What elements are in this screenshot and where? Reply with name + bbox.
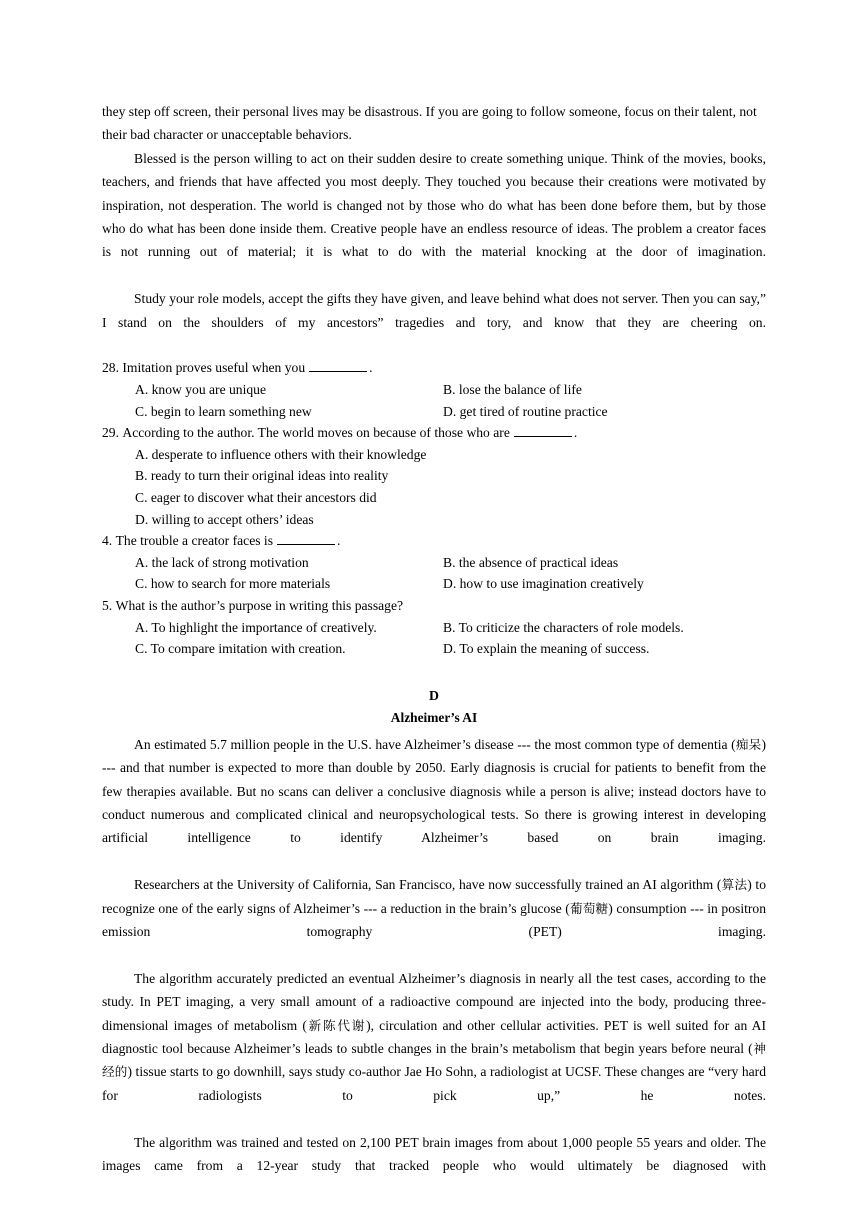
paragraph-d4: The algorithm was trained and tested on 2,100 PET brain images from about 1,000 people 55 years and older. The images came from a 12-year study that tracked people who would ultimately be diagnosed with bbox=[102, 1134, 766, 1174]
question-4-options-row-1 bbox=[102, 552, 766, 574]
question-4-blank[interactable] bbox=[277, 533, 335, 545]
question-5-options-row-1 bbox=[102, 617, 766, 639]
question-4 bbox=[102, 530, 766, 595]
question-5-stem bbox=[102, 595, 766, 617]
question-5-options-row-2 bbox=[102, 638, 766, 660]
passage-d-title: Alzheimer’s AI bbox=[390, 709, 478, 725]
option-d[interactable]: D. willing to accept others’ ideas bbox=[135, 511, 314, 527]
section-spacer bbox=[102, 660, 766, 685]
paragraph-d3-part2: ), circulation and other cellular activities. PET is well suited for an AI diagnostic tool because Alzheimer’s leads to subtle changes in the brain’s metabolism that begin years before neural ( bbox=[102, 1017, 767, 1057]
question-4-stem-end: . bbox=[337, 533, 341, 549]
paragraph-c2: Blessed is the person willing to act on their sudden desire to create something unique. Think of the movies, books, teachers, and friends that have affected you most deeply. They touched you because their creations were motivated by inspiration, not desperation. The world is changed not by those who do what has been done before them, but by those who do what has been done inside them. Creative people have an endless resource of ideas. The problem a creator faces is not running out of material; it is what to do with the material knocking at the door of imagination. bbox=[102, 150, 766, 260]
question-4-stem bbox=[102, 530, 766, 552]
paragraph-c3: Study your role models, accept the gifts they have given, and leave behind what does not server. Then you can say,” I stand on the shoulders of my ancestors” tragedies and tory, and know that they are cheering on. bbox=[102, 291, 766, 330]
question-28-text: Imitation proves useful when you bbox=[122, 360, 306, 376]
option-b[interactable]: B. To criticize the characters of role models. bbox=[443, 619, 684, 635]
paragraph-d1-part1: An estimated 5.7 million people in the U.S. have Alzheimer’s disease --- the most common type of dementia ( bbox=[134, 736, 736, 752]
paragraph-d3 bbox=[102, 967, 766, 1131]
gloss-dementia: 痴呆 bbox=[735, 736, 762, 752]
question-28 bbox=[102, 357, 766, 422]
paragraph-d1 bbox=[102, 733, 766, 873]
question-28-blank[interactable] bbox=[309, 360, 367, 372]
paragraph-d3-part1: The algorithm accurately predicted an eventual Alzheimer’s diagnosis in nearly all the test cases, according to the study. In PET imaging, a very small amount of a radioactive compound are injected into the body, producing three-dimensional images of metabolism ( bbox=[102, 970, 766, 1033]
question-28-stem-end: . bbox=[369, 360, 373, 376]
section-letter-d: D bbox=[429, 687, 439, 703]
document-page bbox=[102, 100, 766, 1201]
option-c[interactable]: C. eager to discover what their ancestors did bbox=[135, 490, 377, 506]
paragraph-d2-part3: ) consumption --- in positron emission tomography (PET) imaging. bbox=[102, 900, 766, 940]
gloss-metabolism: 新陈代谢 bbox=[306, 1017, 367, 1033]
option-d[interactable]: D. To explain the meaning of success. bbox=[443, 641, 650, 657]
question-28-options-row-1 bbox=[102, 379, 766, 401]
option-a[interactable]: A. desperate to influence others with their knowledge bbox=[135, 446, 427, 462]
question-28-options-row-2 bbox=[102, 401, 766, 423]
gloss-neural: 神经的 bbox=[102, 1041, 767, 1080]
question-5-text: What is the author’s purpose in writing this passage? bbox=[115, 598, 404, 613]
question-29-stem-end: . bbox=[573, 425, 578, 441]
gloss-glucose: 葡萄糖 bbox=[569, 900, 609, 916]
question-29-text: According to the author. The world moves on because of those who are bbox=[122, 425, 510, 441]
option-c[interactable]: C. begin to learn something new bbox=[135, 403, 312, 419]
gloss-algorithm: 算法 bbox=[721, 877, 748, 893]
question-28-stem bbox=[102, 357, 766, 379]
option-a[interactable]: A. the lack of strong motivation bbox=[135, 554, 309, 570]
question-4-text: The trouble a creator faces is bbox=[115, 533, 273, 549]
question-4-options-row-2 bbox=[102, 573, 766, 595]
option-b[interactable]: B. ready to turn their original ideas into reality bbox=[135, 468, 389, 484]
question-4-number: 4. bbox=[102, 533, 113, 549]
option-b[interactable]: B. lose the balance of life bbox=[443, 382, 582, 398]
paragraph-d2-part1: Researchers at the University of California, San Francisco, have now successfully trained an AI algorithm ( bbox=[134, 877, 722, 893]
paragraph-d1-part2: ) --- and that number is expected to more than double by 2050. Early diagnosis is crucial for patients to benefit from the few therapies available. But no scans can deliver a conclusive diagnosis while a person is alive; instead doctors have to conduct numerous and complicated clinical and neuropsychological tests. So there is growing interest in developing artificial intelligence to identify Alzheimer’s based on brain imaging. bbox=[102, 736, 767, 846]
option-d[interactable]: D. how to use imagination creatively bbox=[443, 576, 644, 592]
option-d[interactable]: D. get tired of routine practice bbox=[443, 403, 608, 419]
question-5-number: 5. bbox=[102, 598, 113, 613]
question-29-stem bbox=[102, 422, 766, 444]
paragraph-d3-part3: ) tissue starts to go downhill, says study co-author Jae Ho Sohn, a radiologist at UCSF. These changes are “very hard for radiologists to pick up,” he notes. bbox=[102, 1064, 766, 1103]
question-29 bbox=[102, 422, 766, 530]
option-a[interactable]: A. know you are unique bbox=[135, 382, 266, 398]
question-28-number: 28. bbox=[102, 360, 119, 376]
paragraph-c1: they step off screen, their personal lives may be disastrous. If you are going to follow someone, focus on their talent, not their bad character or unacceptable behaviors. bbox=[102, 104, 757, 143]
option-c[interactable]: C. To compare imitation with creation. bbox=[135, 641, 346, 657]
question-29-number: 29. bbox=[102, 425, 119, 441]
option-a[interactable]: A. To highlight the importance of creatively. bbox=[135, 619, 377, 635]
paragraph-d2-part2: ) to recognize one of the early signs of Alzheimer’s --- a reduction in the brain’s glucose ( bbox=[102, 877, 767, 916]
paragraph-d2 bbox=[102, 873, 766, 967]
option-c[interactable]: C. how to search for more materials bbox=[135, 576, 331, 592]
question-5 bbox=[102, 595, 766, 660]
option-b[interactable]: B. the absence of practical ideas bbox=[443, 554, 619, 570]
question-29-blank[interactable] bbox=[514, 425, 572, 437]
